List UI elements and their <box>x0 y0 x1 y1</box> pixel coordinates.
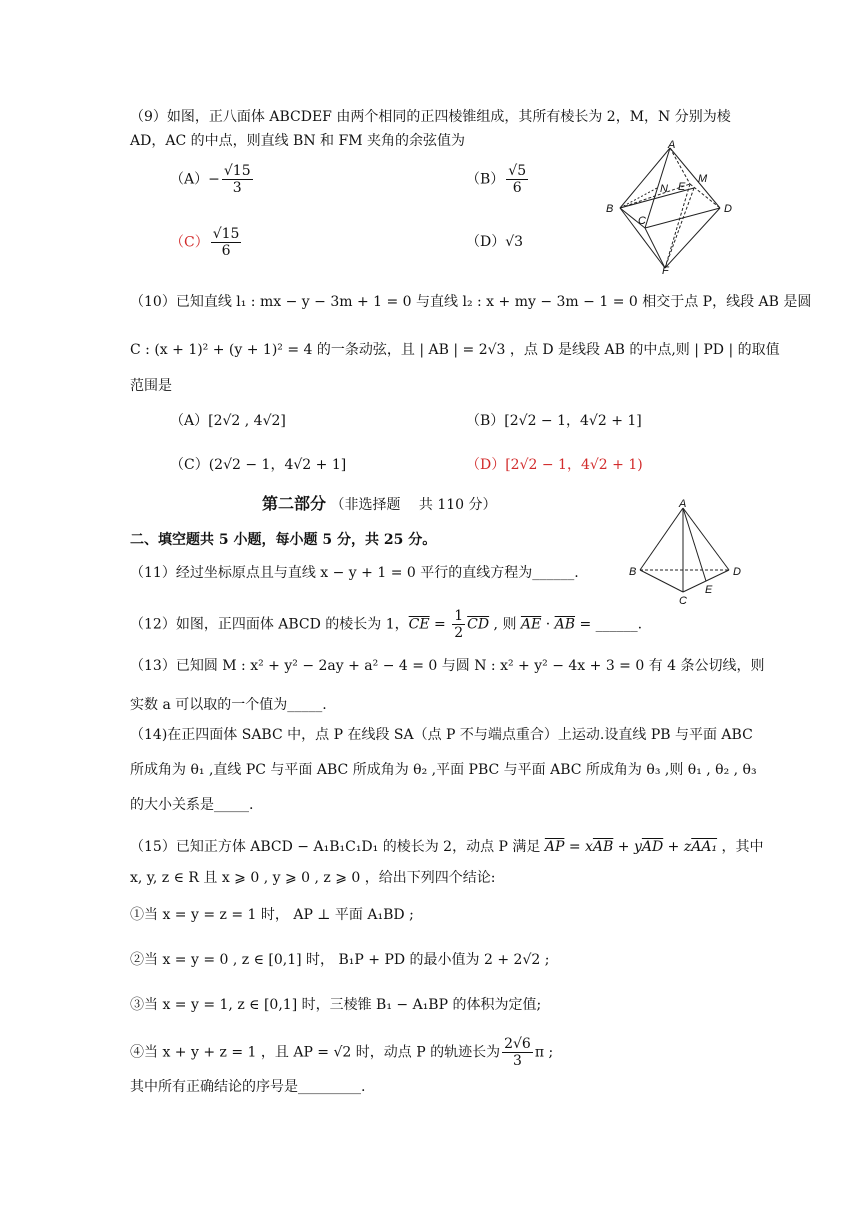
q12-vector-ab: $\overline{AB}$ <box>554 616 576 633</box>
q9-option-d-label: （D） <box>466 234 506 250</box>
q12-suffix: = ______. <box>575 616 643 633</box>
q15-vector-ad: $\overline{AD}$ <box>641 839 664 855</box>
q9-option-d[interactable] <box>466 232 523 252</box>
q9-option-b[interactable] <box>466 163 530 196</box>
octa-label-a: A <box>668 140 676 151</box>
q9-option-b-fraction <box>506 163 528 196</box>
q9-option-c-fraction <box>211 226 242 259</box>
q9-option-a-label: （A） <box>170 171 209 188</box>
part2-title: 第二部分 <box>262 494 327 513</box>
q15-c4-prefix: ④当 x + y + z = 1 ，且 AP = √2 时，动点 P 的轨迹长为 <box>130 1044 501 1061</box>
q12-vector-cd: $\overline{CD}$ <box>467 616 490 633</box>
octa-label-c: C <box>638 215 646 227</box>
q9-option-b-denominator: 6 <box>512 180 522 196</box>
q15-c4-num: 2√6 <box>504 1036 531 1052</box>
q15-line1-suffix: ，其中 <box>717 839 764 855</box>
q10-stem-line2: C : (x + 1)² + (y + 1)² = 4 的一条动弦，且 | AB | = 2√3 ，点 D 是线段 AB 的中点,则 | PD | 的取值 <box>130 342 780 358</box>
q10-option-b[interactable]: （B）[2√2 − 1，4√2 + 1] <box>466 413 642 429</box>
q15-vector-ap: $\overline{AP}$ <box>544 839 565 855</box>
q9-option-d-value: √3 <box>505 234 524 250</box>
q15-plus-z: + z <box>663 839 692 855</box>
q15-line2: x, y, z ∈ R 且 x ⩾ 0 , y ⩾ 0 , z ⩾ 0 ，给出下列四个结论: <box>130 870 496 886</box>
q15-conclusion-3: ③当 x = y = 1, z ∈ [0,1] 时，三棱锥 B₁ − A₁BP 的体积为定值; <box>130 997 542 1013</box>
q14-line1: （14)在正四面体 SABC 中，点 P 在线段 SA（点 P 不与端点重合）上运动.设直线 PB 与平面 ABC <box>130 727 753 743</box>
tetra-label-a: A <box>679 498 687 510</box>
q12-frac-num: 1 <box>454 608 464 624</box>
q15-c4-suffix: π ; <box>534 1044 554 1061</box>
q9-option-a-denominator: 3 <box>232 180 242 196</box>
part2-subtitle: （非选择题 共 110 分） <box>330 497 497 513</box>
octa-label-f: F <box>662 265 669 275</box>
q15-c4-den: 3 <box>513 1053 522 1069</box>
q15-conclusion-1: ①当 x = y = z = 1 时， AP ⊥ 平面 A₁BD ; <box>130 907 414 923</box>
q10-stem-line1: （10）已知直线 l₁ : mx − y − 3m + 1 = 0 与直线 l₂ : x + my − 3m − 1 = 0 相交于点 P，线段 AB 是圆 <box>130 294 812 310</box>
q12-text <box>130 608 642 641</box>
tetrahedron-figure <box>625 498 755 608</box>
q9-option-a-numerator: √15 <box>223 163 251 179</box>
q13-line1: （13）已知圆 M : x² + y² − 2ay + a² − 4 = 0 与圆 N : x² + y² − 4x + 3 = 0 有 4 条公切线，则 <box>130 658 765 674</box>
q9-option-c[interactable] <box>170 226 243 259</box>
q12-mid: , 则 <box>489 616 521 633</box>
q9-option-c-denominator: 6 <box>221 243 231 259</box>
part2-header <box>262 494 497 515</box>
q12-vector-ae: $\overline{AE}$ <box>520 616 542 633</box>
q9-option-a-sign: − <box>208 171 220 188</box>
tetra-label-c: C <box>679 595 687 607</box>
q15-conclusion-4 <box>130 1036 553 1069</box>
q12-prefix: （12）如图，正四面体 ABCD 的棱长为 1， <box>130 616 409 633</box>
q15-vector-aa1: AA₁ <box>691 839 718 855</box>
octahedron-figure <box>600 140 750 275</box>
q10-option-a[interactable]: （A）[2√2 , 4√2] <box>170 413 286 429</box>
octa-label-b: B <box>606 203 614 215</box>
tetra-label-d: D <box>733 566 741 578</box>
section2-heading: 二、填空题共 5 小题，每小题 5 分，共 25 分。 <box>130 532 437 548</box>
q9-option-c-label: （C） <box>170 234 209 251</box>
tetra-label-e: E <box>705 584 713 596</box>
q9-option-a-fraction <box>222 163 253 196</box>
q13-line2: 实数 a 可以取的一个值为_____. <box>130 697 327 713</box>
q12-frac-den: 2 <box>454 625 464 641</box>
q12-eq: = <box>429 616 451 633</box>
q15-line1 <box>130 837 764 857</box>
q11-text: （11）经过坐标原点且与直线 x − y + 1 = 0 平行的直线方程为______. <box>130 565 579 581</box>
q10-option-c[interactable]: （C）(2√2 − 1，4√2 + 1] <box>170 457 347 473</box>
tetra-label-b: B <box>629 566 637 578</box>
q10-stem-line3: 范围是 <box>130 378 172 394</box>
q9-option-c-numerator: √15 <box>212 226 240 242</box>
q15-eq-x: = x <box>564 839 593 855</box>
octa-label-n: N <box>660 183 668 195</box>
q9-stem-line2: AD，AC 的中点，则直线 BN 和 FM 夹角的余弦值为 <box>130 133 465 149</box>
q9-option-b-numerator: √5 <box>508 163 527 179</box>
q15-c4-fraction <box>502 1036 533 1069</box>
octa-label-e: E <box>678 181 686 193</box>
q12-fraction <box>452 608 465 641</box>
q12-dot: · <box>541 616 555 633</box>
q10-option-d[interactable]: （D）[2√2 − 1，4√2 + 1) <box>466 457 643 473</box>
q9-stem-line1: （9）如图，正八面体 ABCDEF 由两个相同的正四棱锥组成，其所有棱长为 2，M，N 分别为棱 <box>130 109 731 125</box>
q15-conclusion-2: ②当 x = y = 0 , z ∈ [0,1] 时， B₁P + PD 的最小值为 2 + 2√2 ; <box>130 952 550 968</box>
q14-line2: 所成角为 θ₁ ,直线 PC 与平面 ABC 所成角为 θ₂ ,平面 PBC 与平面 ABC 所成角为 θ₃ ,则 θ₁ , θ₂ , θ₃ <box>130 762 757 778</box>
q12-vector-ce: $\overline{CE}$ <box>408 616 430 633</box>
q15-final: 其中所有正确结论的序号是_________. <box>130 1079 366 1095</box>
q9-option-b-label: （B） <box>466 171 505 188</box>
q15-plus-y: + y <box>613 839 642 855</box>
octa-label-m: M <box>698 173 708 185</box>
octa-label-d: D <box>724 203 732 215</box>
q14-line3: 的大小关系是_____. <box>130 797 254 813</box>
q15-line1-prefix: （15）已知正方体 ABCD − A₁B₁C₁D₁ 的棱长为 2，动点 P 满足 <box>130 839 545 855</box>
q15-vector-ab: $\overline{AB}$ <box>592 839 614 855</box>
q9-option-a[interactable] <box>170 163 255 196</box>
